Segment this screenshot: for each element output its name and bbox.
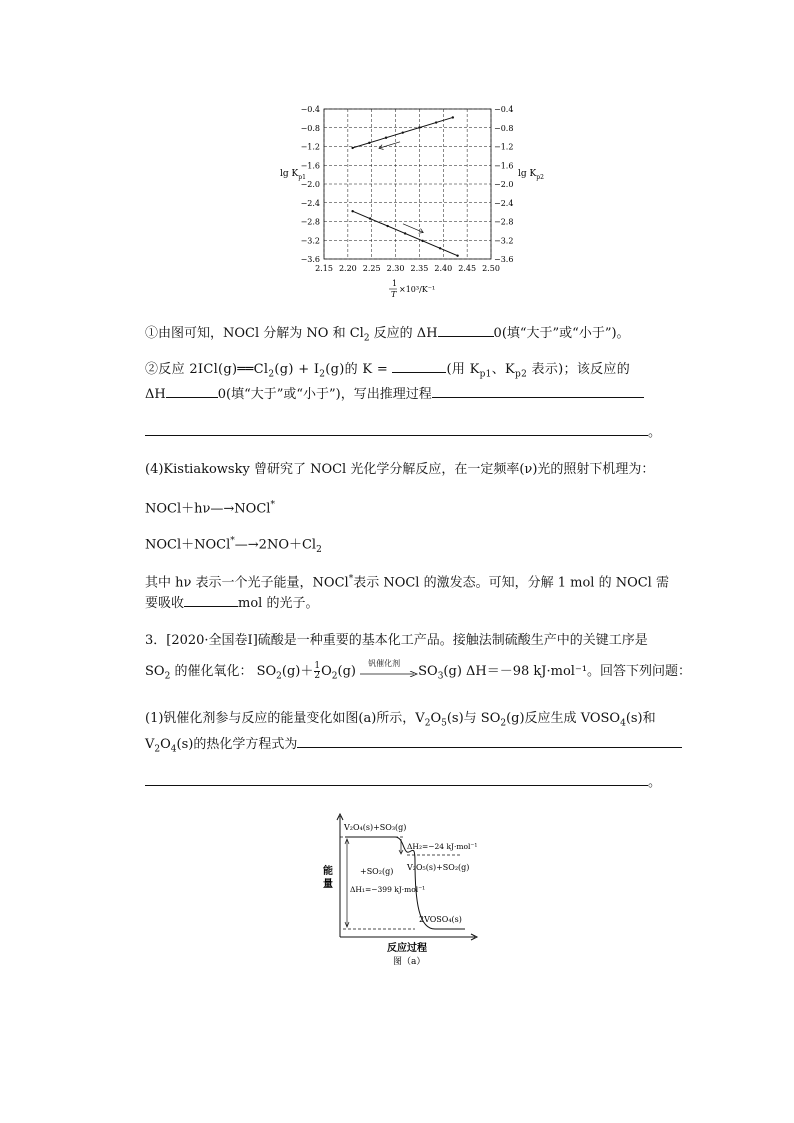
series-point-2 — [421, 240, 423, 242]
left-tick-label: −3.2 — [300, 236, 320, 246]
q2-line-2: ΔH 0(填“大于”或“小于”)，写出推理过程 — [145, 383, 644, 405]
x-tick-label: 2.15 — [315, 264, 333, 273]
right-tick-label: −2.8 — [494, 217, 514, 227]
series-point-1 — [368, 142, 370, 144]
series-point-2 — [369, 217, 371, 219]
right-tick-label: −0.8 — [494, 123, 514, 133]
left-tick-label: −3.6 — [300, 255, 320, 264]
catalyst-arrow: 钒催化剂 — [360, 665, 418, 679]
series-point-2 — [386, 225, 388, 227]
q3-equation-blank[interactable] — [297, 733, 682, 748]
x-axis-label-unit: ×10³/K⁻¹ — [399, 285, 436, 294]
q4-eq1: NOCl＋hν—→NOCl* — [145, 500, 275, 517]
x-axis-label: 反应过程 — [387, 943, 427, 954]
q3-equation-blank-2[interactable] — [145, 771, 648, 786]
series-point-2 — [404, 232, 406, 234]
x-axis-label-den: T — [391, 290, 397, 299]
dh2-label: ΔH₂=−24 kJ·mol⁻¹ — [407, 842, 478, 851]
left-tick-label: −2.0 — [300, 180, 320, 189]
right-tick-label: −2.0 — [494, 180, 514, 189]
series-point-1 — [418, 126, 420, 128]
q2-reasoning-blank[interactable] — [432, 383, 644, 398]
q1-line: ①由图可知，NOCl 分解为 NO 和 $Cl_2$ 反应的 ΔH 0(填“大于”或“小于”)。 — [145, 322, 630, 349]
right-tick-label: −3.2 — [494, 236, 514, 246]
dh1-label: ΔH₁=−399 kJ·mol⁻¹ — [350, 885, 426, 894]
series-point-1 — [452, 116, 454, 118]
x-tick-label: 2.20 — [338, 264, 357, 273]
series-point-2 — [439, 247, 441, 249]
left-tick-label: −0.8 — [300, 123, 320, 133]
top-species-label: V₂O₄(s)+SO₃(g) — [344, 823, 407, 832]
right-axis-label: $\lg K_{p2}$ — [518, 169, 544, 181]
energy-diagram — [315, 812, 495, 967]
q4-intro: (4)Kistiakowsky 曾研究了 NOCl 光化学分解反应，在一定频率(ν)光的照射下机理为： — [145, 462, 655, 477]
q3-sub1-line-2: $V_2O_4(s)$的热化学方程式为 — [145, 733, 682, 760]
q2-reasoning-blank-2[interactable] — [145, 421, 648, 436]
q2-line-3: 。 — [145, 421, 661, 443]
series-point-1 — [385, 137, 387, 139]
plus-so2-label: +SO₂(g) — [360, 867, 394, 876]
right-tick-label: −2.4 — [494, 198, 514, 208]
figure-caption: 图（a） — [393, 957, 426, 967]
series-point-2 — [456, 255, 458, 257]
lgk-chart — [270, 100, 560, 300]
q4-eq2: $NOCl+NOCl^*—\to 2NO+Cl_2$ — [145, 536, 322, 555]
left-tick-label: −0.4 — [300, 105, 320, 114]
q4-para-2: 要吸收 mol 的光子。 — [145, 592, 318, 614]
x-tick-label: 2.50 — [482, 264, 500, 273]
q4-para-1: 其中 hν 表示一个光子能量，NOCl*表示 NOCl 的激发态。可知，分解 1 mol 的 NOCl 需 — [145, 574, 669, 591]
series-point-2 — [351, 210, 353, 212]
mid-species-label: V₂O₅(s)+SO₂(g) — [407, 863, 470, 872]
trend-arrow-2 — [403, 224, 423, 233]
q3-sub1-line-1: (1)钒催化剂参与反应的能量变化如图(a)所示，$V_2O_5(s)$与 $SO_2(g)$反应生成 $VOSO_4(s)$和 — [145, 711, 656, 729]
series-point-1 — [402, 131, 404, 133]
q1-answer-blank[interactable] — [438, 322, 494, 337]
left-axis-label: $\lg K_{p1}$ — [280, 169, 306, 181]
x-tick-label: 2.45 — [458, 264, 477, 273]
x-tick-label: 2.40 — [434, 264, 453, 273]
right-tick-label: −1.2 — [494, 142, 514, 152]
series-point-1 — [435, 121, 437, 123]
q2-line-1: ②反应 $2ICl(g)══Cl_2(g) + I_2(g)$的 K = (用 $K_{p1}$、$K_{p2}$ 表示)；该反应的 — [145, 358, 630, 385]
left-tick-label: −1.6 — [300, 161, 320, 171]
x-tick-label: 2.30 — [386, 264, 405, 273]
q4-answer-blank[interactable] — [184, 592, 238, 607]
q3-sub1-line-3: 。 — [145, 771, 661, 793]
left-tick-label: −2.4 — [300, 198, 320, 208]
x-axis-label-num: 1 — [392, 279, 398, 288]
q2-dh-blank[interactable] — [166, 383, 218, 398]
x-tick-label: 2.35 — [410, 264, 429, 273]
left-tick-label: −2.8 — [300, 217, 320, 227]
y-axis-label-1: 能 — [323, 866, 333, 877]
q3-line-2: $SO_2$ 的催化氧化： $SO_2(g)+$ $\frac{1}{2}$ $O_2(g)$ 钒催化剂 $SO_3(g)$ ΔH＝－98 kJ·mol⁻¹。回答下列问题： — [145, 658, 692, 682]
left-tick-label: −1.2 — [300, 142, 320, 152]
right-tick-label: −3.6 — [494, 255, 514, 264]
right-tick-label: −1.6 — [494, 161, 514, 171]
series-point-1 — [351, 147, 353, 149]
y-axis-label-2: 量 — [323, 879, 333, 890]
x-tick-label: 2.25 — [362, 264, 381, 273]
right-tick-label: −0.4 — [494, 105, 514, 114]
q3-line-1: 3．[2020·全国卷Ⅰ]硫酸是一种重要的基本化工产品。接触法制硫酸生产中的关键工序是 — [145, 633, 648, 648]
bottom-species-label: 2VOSO₄(s) — [419, 915, 462, 924]
q2-k-blank[interactable] — [392, 358, 446, 373]
